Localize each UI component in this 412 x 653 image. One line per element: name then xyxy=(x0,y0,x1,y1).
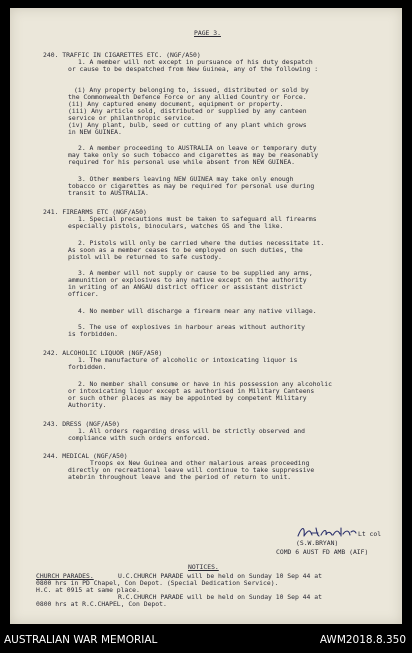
s240-p3-line: 3. Other members leaving NEW GUINEA may take only enough xyxy=(78,175,294,183)
s241-p1-line: especially pistols, binoculars, watches GS and the like. xyxy=(68,222,284,230)
s241-p3-line: ammunition or explosives to any native except on the authority xyxy=(68,276,307,284)
s243-p1-line: compliance with such orders enforced. xyxy=(68,434,211,442)
s241-p5-line: 5. The use of explosives in harbour areas without authority xyxy=(78,323,306,331)
footer-accession-number: AWM2018.8.350 xyxy=(319,634,406,646)
s242-p1-line: 1. The manufacture of alcoholic or intoxicating liquor is xyxy=(78,356,298,364)
footer-bar xyxy=(0,628,412,653)
s240-list-line: (iii) Any article sold, distributed or supplied by any canteen xyxy=(68,107,307,115)
s241-p3-line: 3. A member will not supply or cause to be supplied any arms, xyxy=(78,269,313,277)
s241-p2-line: As soon as a member ceases to be employed on such duties, the xyxy=(68,246,303,254)
s240-p3-line: transit to AUSTRALIA. xyxy=(68,189,149,197)
s240-list-line: in NEW GUINEA. xyxy=(68,128,122,136)
notice-line: H.C. at 0915 at same place. xyxy=(36,586,140,594)
s241-p4-line: 4. No member will discharge a firearm near any native village. xyxy=(78,307,317,315)
s241-p5-line: is forbidden. xyxy=(68,330,119,338)
notices-heading: NOTICES. xyxy=(188,563,219,571)
page-title: PAGE 3. xyxy=(194,29,221,37)
s240-p2-line: may take only so such tobacco and cigarettes as may be reasonably xyxy=(68,151,319,159)
s240-p2-line: required for his personal use while absent from NEW GUINEA. xyxy=(68,158,296,166)
notice-line: U.C.CHURCH PARADE will be held on Sunday 10 Sep 44 at xyxy=(118,572,322,580)
signature-name: (S.W.BRYAN) xyxy=(296,539,339,547)
signature-rank: Lt col xyxy=(358,530,382,538)
s243-p1-line: 1. All orders regarding dress will be strictly observed and xyxy=(78,427,306,435)
s240-list-line: service or philanthropic service. xyxy=(68,114,195,122)
s240-list-line: (iv) Any plant, bulb, seed or cutting of any plant which grows xyxy=(68,121,307,129)
s240-p1-line: or cause to be despatched from New Guinea, any of the following : xyxy=(68,65,319,73)
section-241-heading: 241. FIREARMS ETC (NGF/A50) xyxy=(43,208,147,216)
s240-p2-line: 2. A member proceeding to AUSTRALIA on leave or temporary duty xyxy=(78,144,317,152)
s242-p2-line: or intoxicating liquor except as authorised in Military Canteens xyxy=(68,387,315,395)
notice-line: 0800 hrs in PD Chapel, Con Depot. (Special Dedication Service). xyxy=(36,579,279,587)
signature-title: COMD 6 AUST FD AMB (AIF) xyxy=(276,548,369,556)
s240-p1-line: 1. A member will not except in pursuance of his duty despatch xyxy=(78,58,313,66)
handwritten-signature xyxy=(296,524,358,540)
s241-p3-line: in writing of an ANGAU district officer or assistant district xyxy=(68,283,303,291)
s241-p3-line: officer. xyxy=(68,290,99,298)
s241-p2-line: pistol will be returned to safe custody. xyxy=(68,253,222,261)
section-242-heading: 242. ALCOHOLIC LIQUOR (NGF/A50) xyxy=(43,349,163,357)
s244-p1-line: directly on recreational leave will continue to take suppressive xyxy=(68,466,315,474)
s242-p2-line: Authority. xyxy=(68,401,107,409)
document-text xyxy=(10,8,402,624)
s241-p1-line: 1. Special precautions must be taken to safeguard all firearms xyxy=(78,215,317,223)
notice-line: 0800 hrs at R.C.CHAPEL, Con Depot. xyxy=(36,600,167,608)
notice-line: R.C.CHURCH PARADE will be held on Sunday 10 Sep 44 at xyxy=(118,593,322,601)
s242-p2-line: 2. No member shall consume or have in his possession any alcoholic xyxy=(78,380,332,388)
document-page xyxy=(10,8,402,624)
s242-p2-line: or such other places as may be appointed by competent Military xyxy=(68,394,307,402)
s244-p1-line: atebrin throughout leave and the period of return to unit. xyxy=(68,473,292,481)
s241-p2-line: 2. Pistols will only be carried where the duties necessitate it. xyxy=(78,239,325,247)
s240-list-line: (i) Any property belonging to, issued, distributed or sold by xyxy=(74,86,309,94)
section-243-heading: 243. DRESS (NGF/A50) xyxy=(43,420,120,428)
church-parades-label: CHURCH PARADES. xyxy=(36,572,94,580)
s240-p3-line: tobacco or cigarettes as may be required for personal use during xyxy=(68,182,315,190)
s242-p1-line: forbidden. xyxy=(68,363,107,371)
section-240-heading: 240. TRAFFIC IN CIGARETTES ETC. (NGF/A50) xyxy=(43,51,201,59)
s240-list-line: the Commonwealth Defence Force or any allied Country or Force. xyxy=(68,93,307,101)
footer-institution: AUSTRALIAN WAR MEMORIAL xyxy=(4,634,158,646)
section-244-heading: 244. MEDICAL (NGF/A50) xyxy=(43,452,128,460)
s240-list-line: (ii) Any captured enemy document, equipment or property. xyxy=(68,100,284,108)
s244-p1-line: Troops ex New Guinea and other malarious areas proceeding xyxy=(90,459,310,467)
